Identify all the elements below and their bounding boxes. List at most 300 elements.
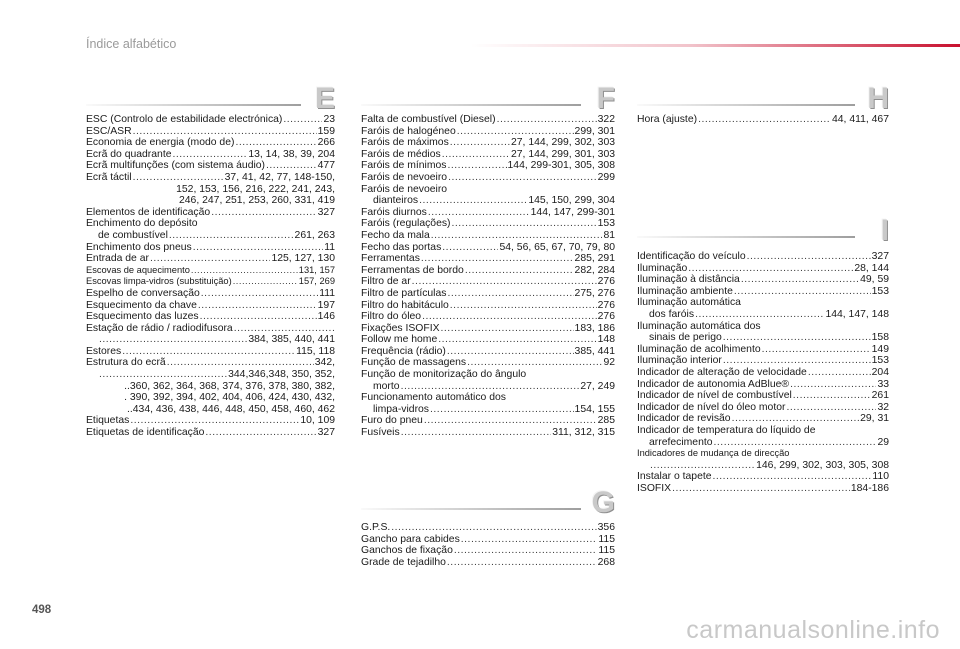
- index-entry-heading: Funcionamento automático dos: [361, 392, 506, 404]
- index-entry[interactable]: [361, 557, 615, 569]
- index-term: G.P.S.: [361, 522, 391, 533]
- page-reference[interactable]: 299: [597, 171, 615, 183]
- index-entry[interactable]: [86, 242, 335, 254]
- index-entry-row: [361, 160, 615, 172]
- index-entry-row: [361, 218, 615, 230]
- dot-leader: [169, 230, 294, 242]
- index-term: Esquecimento das luzes: [86, 311, 199, 323]
- dot-leader: [447, 288, 573, 300]
- section-rule: [637, 104, 855, 106]
- dot-leader: [447, 557, 597, 569]
- section-rule: [637, 236, 855, 238]
- index-entry[interactable]: [361, 160, 615, 172]
- index-entry[interactable]: [361, 172, 615, 184]
- section-letter-e: E: [314, 82, 335, 115]
- page-reference[interactable]: 275, 276: [574, 287, 615, 299]
- page-reference[interactable]: 356: [597, 522, 615, 533]
- index-entry-row: [361, 357, 615, 369]
- index-entry-heading: Faróis de nevoeiro: [361, 183, 448, 195]
- page-reference[interactable]: 285: [597, 415, 615, 427]
- index-term: Espelho de conversação: [86, 287, 200, 299]
- index-entry-row: [361, 323, 615, 335]
- index-term: Fixações ISOFIX: [361, 322, 440, 334]
- dot-leader: [205, 427, 316, 439]
- index-entry[interactable]: [361, 534, 615, 546]
- index-entry[interactable]: [86, 265, 335, 277]
- index-entry-row: [361, 172, 615, 184]
- page-reference[interactable]: 115: [598, 545, 615, 557]
- index-entry[interactable]: [86, 415, 335, 427]
- page-reference[interactable]: 266: [317, 137, 335, 149]
- index-entry[interactable]: [86, 218, 335, 241]
- index-entry[interactable]: [86, 323, 335, 346]
- index-entry-row: [361, 427, 615, 439]
- index-entry[interactable]: [86, 114, 335, 126]
- page-reference[interactable]: 131, 157: [298, 264, 335, 275]
- dot-leader: [442, 242, 498, 254]
- dot-leader: [723, 332, 871, 344]
- page-reference[interactable]: 261, 263: [294, 229, 335, 241]
- dot-leader: [412, 276, 597, 288]
- index-entry[interactable]: [361, 346, 615, 358]
- index-entry[interactable]: [361, 334, 615, 346]
- index-entry[interactable]: [361, 357, 615, 369]
- index-entry[interactable]: [637, 297, 889, 320]
- index-term: Iluminação interior: [637, 355, 722, 367]
- index-term: Fecho da mala: [361, 229, 430, 241]
- page-reference[interactable]: 261: [871, 390, 889, 402]
- dot-leader: [167, 357, 314, 369]
- index-entry-row: [361, 415, 615, 427]
- page-reference[interactable]: 81: [603, 229, 615, 241]
- index-entry-row: [361, 230, 615, 242]
- index-entry-row: [361, 149, 615, 161]
- index-entry[interactable]: [637, 114, 889, 126]
- index-entry[interactable]: [361, 300, 615, 312]
- index-entry-row: [361, 311, 615, 323]
- page-reference[interactable]: 110: [872, 471, 889, 483]
- index-entry[interactable]: [637, 355, 889, 367]
- index-term: Indicador de alteração de velocidade: [637, 366, 807, 378]
- page-reference[interactable]: 159: [317, 125, 335, 137]
- index-entry-heading: Iluminação automática dos: [637, 320, 761, 332]
- index-entry[interactable]: [361, 415, 615, 427]
- index-entry[interactable]: [361, 218, 615, 230]
- index-entry[interactable]: [361, 114, 615, 126]
- index-entry-row: [361, 265, 615, 277]
- index-term: Economia de energia (modo de): [86, 137, 235, 149]
- page-reference[interactable]: 342,: [314, 357, 335, 369]
- index-entry[interactable]: [361, 323, 615, 335]
- index-entry[interactable]: [637, 390, 889, 402]
- index-entry[interactable]: [361, 427, 615, 439]
- dot-leader: [99, 334, 247, 346]
- page-reference[interactable]: 145, 150, 299, 304: [528, 195, 615, 207]
- index-entry[interactable]: [637, 448, 889, 471]
- index-entry[interactable]: [361, 253, 615, 265]
- index-term: Faróis de halogéneo: [361, 125, 456, 137]
- index-entry-row: [637, 251, 889, 263]
- index-entry-row: [361, 195, 615, 207]
- index-entry-row: [361, 137, 615, 149]
- index-entry-row: [86, 160, 335, 172]
- index-term: Filtro do habitáculo: [361, 299, 449, 311]
- page-reference[interactable]: 13, 14, 38, 39, 204: [248, 148, 335, 160]
- index-entry[interactable]: [86, 207, 335, 219]
- index-entry-row: [86, 253, 335, 265]
- index-entry-row: [637, 379, 889, 391]
- dot-leader: [266, 160, 317, 172]
- index-entry-row: [637, 286, 889, 298]
- page-reference[interactable]: 54, 56, 65, 67, 70, 79, 80: [499, 241, 615, 253]
- index-entry-row: [361, 381, 615, 393]
- index-term: ESC (Controlo de estabilidade electrónica): [86, 114, 283, 125]
- dot-leader: [650, 460, 755, 472]
- index-term: Elementos de identificação: [86, 206, 211, 218]
- index-entry[interactable]: [637, 286, 889, 298]
- index-entry-row: [361, 557, 615, 569]
- index-entry-row: [637, 483, 889, 495]
- index-entry[interactable]: [86, 149, 335, 161]
- dot-leader: [283, 114, 322, 126]
- index-term: Indicador de revisão: [637, 413, 731, 425]
- index-entry-row: [361, 126, 615, 138]
- index-entry-row: [86, 242, 335, 254]
- section-letter-f: F: [596, 82, 615, 115]
- index-entry-row: [361, 534, 615, 546]
- index-entry[interactable]: [86, 288, 335, 300]
- index-entry[interactable]: [86, 311, 335, 323]
- dot-leader: [133, 126, 317, 138]
- dot-leader: [457, 126, 574, 138]
- page-reference-continued[interactable]: . 390, 392, 394, 402, 404, 406, 424, 430, 432,: [124, 392, 335, 404]
- index-term: Filtro de partículas: [361, 287, 447, 299]
- index-entry[interactable]: [361, 522, 615, 534]
- page-reference[interactable]: 184-186: [850, 482, 889, 494]
- index-entry[interactable]: [361, 149, 615, 161]
- index-entry[interactable]: [86, 137, 335, 149]
- page-reference[interactable]: 144, 299-301, 305, 308: [507, 160, 615, 172]
- index-entry-row: [86, 346, 335, 358]
- index-entry[interactable]: [637, 413, 889, 425]
- page-reference[interactable]: 29: [877, 436, 889, 448]
- section-rule: [361, 508, 581, 510]
- index-entry-heading: Indicadores de mudança de direcção: [637, 448, 790, 459]
- index-term: Enchimento dos pneus: [86, 241, 192, 253]
- index-entry[interactable]: [361, 288, 615, 300]
- index-entry[interactable]: [637, 321, 889, 344]
- page-reference[interactable]: 29, 31: [860, 413, 889, 425]
- index-entry-row: [361, 242, 615, 254]
- index-entry-row: [637, 471, 889, 483]
- page-reference[interactable]: 115: [598, 533, 615, 545]
- index-entry-row: [86, 369, 335, 381]
- index-entry[interactable]: [86, 357, 335, 415]
- page-reference[interactable]: 92: [603, 357, 615, 369]
- dot-leader: [442, 149, 510, 161]
- index-term: de combustível: [98, 229, 168, 241]
- index-entry-row: [637, 437, 889, 449]
- index-entry-row: [637, 274, 889, 286]
- page-reference[interactable]: 44, 411, 467: [831, 114, 889, 125]
- header-accent-line: [470, 44, 960, 47]
- index-term: Faróis (regulações): [361, 218, 451, 230]
- index-term: Etiquetas de identificação: [86, 427, 205, 439]
- index-entry[interactable]: [361, 126, 615, 138]
- index-entry[interactable]: [86, 126, 335, 138]
- dot-leader: [130, 415, 299, 427]
- index-entry[interactable]: [86, 427, 335, 439]
- index-term: Frequência (rádio): [361, 345, 446, 357]
- page-reference[interactable]: 344,346,348, 350, 352,: [228, 369, 335, 381]
- dot-leader: [235, 137, 316, 149]
- page-reference[interactable]: 385, 441: [574, 345, 615, 357]
- index-term: ISOFIX: [637, 482, 672, 494]
- index-entry[interactable]: [637, 483, 889, 495]
- page-reference[interactable]: 27, 249: [580, 380, 615, 392]
- index-column-e: [86, 114, 335, 439]
- dot-leader: [99, 369, 227, 381]
- page-reference[interactable]: 27, 144, 299, 301, 303: [511, 148, 615, 160]
- dot-leader: [421, 253, 574, 265]
- page-reference[interactable]: 49, 59: [860, 274, 889, 286]
- index-term: Ecrã táctil: [86, 171, 132, 183]
- index-entry[interactable]: [361, 137, 615, 149]
- index-entry-row: [86, 137, 335, 149]
- index-term: Escovas limpa-vidros (substituição): [86, 276, 232, 287]
- page-reference[interactable]: 282, 284: [574, 264, 615, 276]
- index-term: Iluminação: [637, 262, 688, 274]
- index-entry-row: [637, 367, 889, 379]
- index-entry-row: [86, 126, 335, 138]
- page-reference[interactable]: 144, 147, 148: [825, 308, 889, 320]
- dot-leader: [428, 207, 530, 219]
- index-column-h: [637, 114, 889, 126]
- page-reference[interactable]: 154, 155: [574, 403, 615, 415]
- index-entry-heading: Indicador de temperatura do líquido de: [637, 424, 816, 436]
- page-reference[interactable]: 276: [597, 276, 615, 288]
- index-entry[interactable]: [361, 276, 615, 288]
- page-reference[interactable]: 197: [317, 299, 335, 311]
- index-entry-row: [361, 404, 615, 416]
- index-term: Ferramentas de bordo: [361, 264, 464, 276]
- page-reference[interactable]: 384, 385, 440, 441: [248, 334, 335, 346]
- index-term: Ecrã multifunções (com sistema áudio): [86, 160, 266, 172]
- page-reference[interactable]: 148: [597, 334, 615, 346]
- page-reference[interactable]: 158: [871, 332, 889, 344]
- index-term: Função de massagens: [361, 357, 467, 369]
- index-entry[interactable]: [361, 242, 615, 254]
- page-reference[interactable]: 144, 147, 299-301: [530, 206, 615, 218]
- page-number: 498: [32, 604, 52, 616]
- index-term: Estação de rádio / radiodifusora: [86, 322, 233, 334]
- dot-leader: [741, 274, 859, 286]
- index-term: Indicador de autonomia AdBlue®: [637, 378, 790, 390]
- dot-leader: [454, 545, 598, 557]
- index-entry-row: [637, 114, 889, 126]
- dot-leader: [211, 207, 316, 219]
- index-term: Filtro do óleo: [361, 311, 422, 323]
- index-term: Escovas de aquecimento: [86, 264, 190, 275]
- page-reference-continued[interactable]: ..360, 362, 364, 368, 374, 376, 378, 380, 382,: [124, 380, 335, 392]
- page-reference[interactable]: 327: [317, 427, 335, 439]
- index-entry[interactable]: [637, 471, 889, 483]
- dot-leader: [419, 195, 527, 207]
- index-entry[interactable]: [86, 253, 335, 265]
- index-term: Iluminação ambiente: [637, 285, 733, 297]
- page-reference[interactable]: 28, 144: [854, 262, 889, 274]
- index-entry-heading: Iluminação automática: [637, 297, 741, 309]
- index-term: Ganchos de fixação: [361, 545, 453, 557]
- index-entry[interactable]: [361, 184, 615, 207]
- dot-leader: [447, 160, 506, 172]
- page-reference[interactable]: 268: [597, 556, 615, 568]
- index-term: Identificação do veículo: [637, 251, 746, 262]
- index-entry-row: [361, 334, 615, 346]
- index-term: Ecrã do quadrante: [86, 148, 172, 160]
- index-entry-row: [86, 288, 335, 300]
- index-term: Etiquetas: [86, 415, 130, 427]
- page-reference[interactable]: 37, 41, 42, 77, 148-150,: [224, 171, 335, 183]
- dot-leader: [447, 346, 574, 358]
- page-reference[interactable]: 183, 186: [574, 322, 615, 334]
- index-term: ESC/ASR: [86, 125, 132, 137]
- page-reference[interactable]: 115, 118: [296, 345, 335, 357]
- index-entry[interactable]: [361, 265, 615, 277]
- index-term: Fecho das portas: [361, 241, 442, 253]
- index-entry[interactable]: [361, 392, 615, 415]
- index-term: Furo do pneu: [361, 415, 423, 427]
- dot-leader: [465, 265, 574, 277]
- dot-leader: [734, 286, 871, 298]
- index-entry-row: [361, 253, 615, 265]
- index-entry[interactable]: [86, 160, 335, 172]
- dot-leader: [201, 288, 318, 300]
- index-entry[interactable]: [637, 344, 889, 356]
- index-term: dos faróis: [649, 308, 695, 320]
- index-entry-row: [361, 114, 615, 126]
- index-entry[interactable]: [637, 263, 889, 275]
- page-reference[interactable]: 276: [597, 311, 615, 323]
- page-reference[interactable]: 11: [324, 241, 335, 253]
- dot-leader: [401, 381, 580, 393]
- dot-leader: [461, 534, 598, 546]
- page-reference-continued[interactable]: 152, 153, 156, 216, 222, 241, 243,: [176, 183, 335, 195]
- index-term: Indicador de nível de combustível: [637, 390, 792, 402]
- dot-leader: [430, 404, 574, 416]
- dot-leader: [688, 263, 853, 275]
- page-reference[interactable]: 149: [871, 343, 889, 355]
- page-reference[interactable]: 157, 269: [298, 276, 335, 287]
- index-entry[interactable]: [361, 369, 615, 392]
- index-entry-row: [86, 311, 335, 323]
- page-reference[interactable]: 146: [317, 311, 335, 323]
- index-entry-row: [637, 355, 889, 367]
- index-term: sinais de perigo: [649, 332, 722, 344]
- index-entry[interactable]: [637, 274, 889, 286]
- page-reference[interactable]: 327: [871, 251, 889, 262]
- page-reference[interactable]: 477: [317, 160, 335, 172]
- index-term: Ferramentas: [361, 253, 420, 265]
- index-term: Gancho para cabides: [361, 533, 460, 545]
- page-reference-continued[interactable]: 246, 247, 251, 253, 260, 331, 419: [179, 195, 335, 207]
- dot-leader: [401, 427, 552, 439]
- dot-leader: [762, 344, 871, 356]
- page-reference[interactable]: 204: [871, 366, 889, 378]
- index-entry-row: [86, 415, 335, 427]
- page-reference[interactable]: 125, 127, 130: [271, 253, 335, 265]
- section-header-i: [637, 214, 889, 252]
- dot-leader: [191, 265, 298, 277]
- index-term: Faróis de máximos: [361, 137, 449, 149]
- index-term: Filtro de ar: [361, 276, 411, 288]
- index-entry-row: [637, 263, 889, 275]
- dot-leader: [441, 323, 574, 335]
- page-reference[interactable]: 311, 312, 315: [552, 427, 615, 439]
- page-reference[interactable]: 111: [319, 287, 335, 299]
- dot-leader: [793, 390, 871, 402]
- page-reference[interactable]: 285, 291: [574, 253, 615, 265]
- dot-leader: [698, 114, 831, 126]
- index-entry[interactable]: [86, 346, 335, 358]
- index-entry[interactable]: [637, 367, 889, 379]
- index-entry[interactable]: [637, 425, 889, 448]
- page-reference-continued[interactable]: ..434, 436, 438, 446, 448, 450, 458, 460, 462: [127, 403, 335, 415]
- page-reference[interactable]: 23: [323, 114, 335, 125]
- page-reference[interactable]: 327: [317, 206, 335, 218]
- section-rule: [361, 104, 581, 106]
- index-entry[interactable]: [637, 402, 889, 414]
- index-entry-row: [86, 427, 335, 439]
- index-entry[interactable]: [637, 251, 889, 263]
- index-entry-row: [86, 357, 335, 369]
- index-entry-row: [637, 460, 889, 472]
- dot-leader: [695, 309, 824, 321]
- dot-leader: [786, 402, 876, 414]
- index-term: Follow me home: [361, 334, 438, 346]
- page-reference[interactable]: 153: [871, 285, 889, 297]
- index-entry[interactable]: [637, 379, 889, 391]
- index-entry[interactable]: [86, 276, 335, 288]
- index-entry-row: [361, 545, 615, 557]
- index-term: Iluminação à distância: [637, 274, 740, 286]
- index-entry[interactable]: [361, 207, 615, 219]
- page-reference[interactable]: 33: [877, 378, 889, 390]
- page-reference[interactable]: 10, 109: [300, 415, 335, 427]
- dot-leader: [150, 253, 270, 265]
- index-term: Esquecimento da chave: [86, 299, 197, 311]
- dot-leader: [233, 276, 298, 288]
- page-reference[interactable]: 322: [597, 114, 615, 125]
- dot-leader: [790, 379, 876, 391]
- index-entry[interactable]: [86, 172, 335, 207]
- page-reference[interactable]: 146, 299, 302, 303, 305, 308: [756, 459, 889, 471]
- page-reference[interactable]: 276: [597, 299, 615, 311]
- index-entry[interactable]: [86, 300, 335, 312]
- index-entry-row: [637, 309, 889, 321]
- page-reference[interactable]: 153: [871, 355, 889, 367]
- index-entry-row: [637, 344, 889, 356]
- index-entry[interactable]: [361, 230, 615, 242]
- page-reference[interactable]: 27, 144, 299, 302, 303: [511, 137, 615, 149]
- page-reference[interactable]: 32: [877, 401, 889, 413]
- page-reference[interactable]: 153: [597, 218, 615, 230]
- index-entry-row: [361, 522, 615, 534]
- page-reference[interactable]: 299, 301: [574, 125, 615, 137]
- dot-leader: [173, 149, 248, 161]
- index-entry[interactable]: [361, 311, 615, 323]
- index-entry[interactable]: [361, 545, 615, 557]
